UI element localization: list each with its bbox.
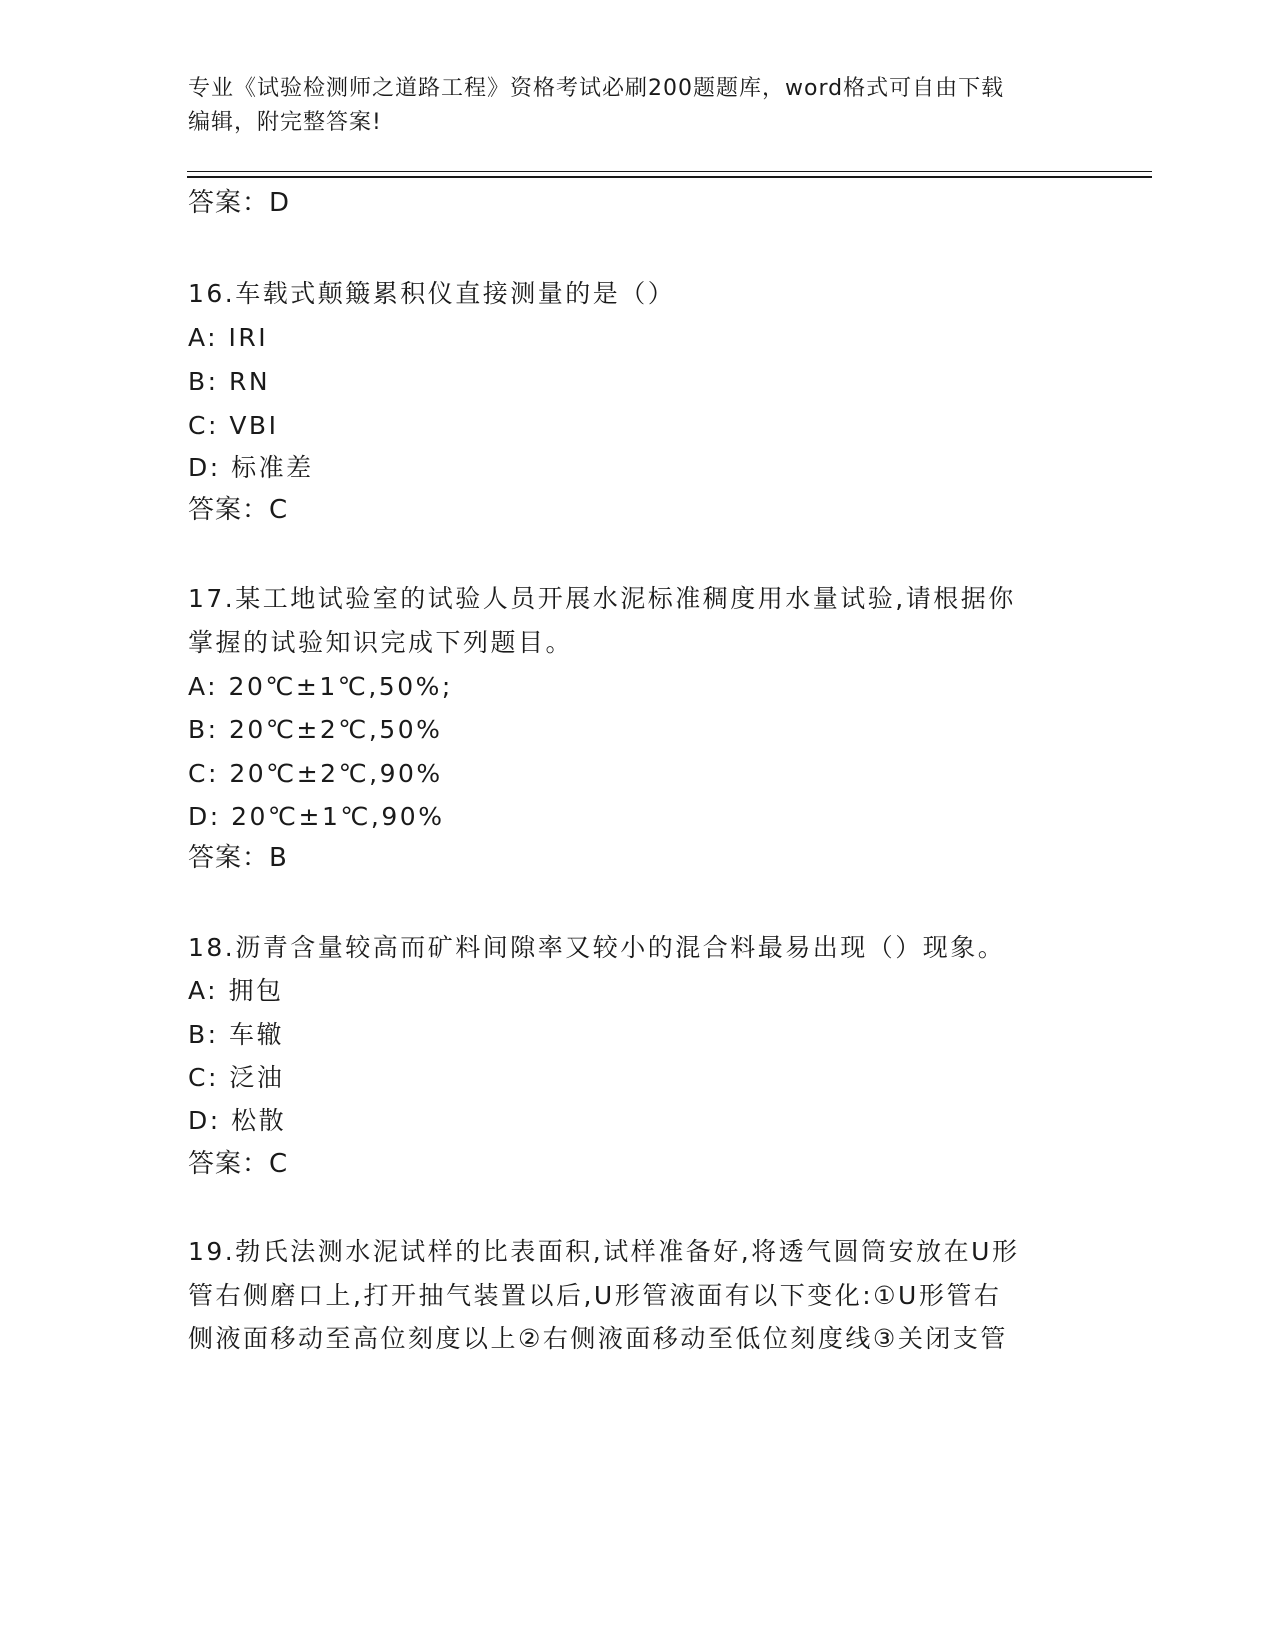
answer-15: 答案：D bbox=[188, 188, 291, 218]
question-17-option-d: D: 20℃±1℃,90% bbox=[188, 802, 445, 831]
question-19-text-line-2: 管右侧磨口上,打开抽气装置以后,U形管液面有以下变化:①U形管右 bbox=[188, 1281, 1002, 1310]
question-17-option-a: A: 20℃±1℃,50%; bbox=[188, 672, 453, 701]
document-header bbox=[188, 72, 1088, 140]
question-18-option-c: C: 泛油 bbox=[188, 1063, 285, 1092]
question-16-answer: 答案：C bbox=[188, 495, 289, 525]
question-18-text: 18.沥青含量较高而矿料间隙率又较小的混合料最易出现（）现象。 bbox=[188, 933, 1006, 962]
question-17-text-line-2: 掌握的试验知识完成下列题目。 bbox=[188, 628, 574, 657]
question-17-option-c: C: 20℃±2℃,90% bbox=[188, 759, 443, 788]
header-divider-top bbox=[187, 171, 1152, 172]
question-18-option-a: A: 拥包 bbox=[188, 976, 284, 1005]
question-16-option-b: B: RN bbox=[188, 367, 271, 396]
header-line-1: 专业《试验检测师之道路工程》资格考试必刷200题题库，word格式可自由下载 bbox=[188, 76, 1005, 101]
question-19-text-line-1: 19.勃氏法测水泥试样的比表面积,试样准备好,将透气圆筒安放在U形 bbox=[188, 1237, 1020, 1266]
question-17-text-line-1: 17.某工地试验室的试验人员开展水泥标准稠度用水量试验,请根据你 bbox=[188, 584, 1016, 613]
question-17-answer: 答案：B bbox=[188, 843, 288, 873]
question-18-answer: 答案：C bbox=[188, 1149, 289, 1179]
question-16-option-c: C: VBI bbox=[188, 411, 279, 440]
question-16-option-d: D: 标准差 bbox=[188, 453, 314, 482]
question-18-option-b: B: 车辙 bbox=[188, 1020, 285, 1049]
question-17-option-b: B: 20℃±2℃,50% bbox=[188, 715, 443, 744]
header-line-2: 编辑，附完整答案! bbox=[188, 110, 382, 135]
question-16-text: 16.车载式颠簸累积仪直接测量的是（） bbox=[188, 279, 676, 308]
header-divider-bottom bbox=[187, 176, 1152, 178]
question-16-option-a: A: IRI bbox=[188, 323, 269, 352]
question-19-text-line-3: 侧液面移动至高位刻度以上②右侧液面移动至低位刻度线③关闭支管 bbox=[188, 1324, 1008, 1353]
question-18-option-d: D: 松散 bbox=[188, 1106, 287, 1135]
